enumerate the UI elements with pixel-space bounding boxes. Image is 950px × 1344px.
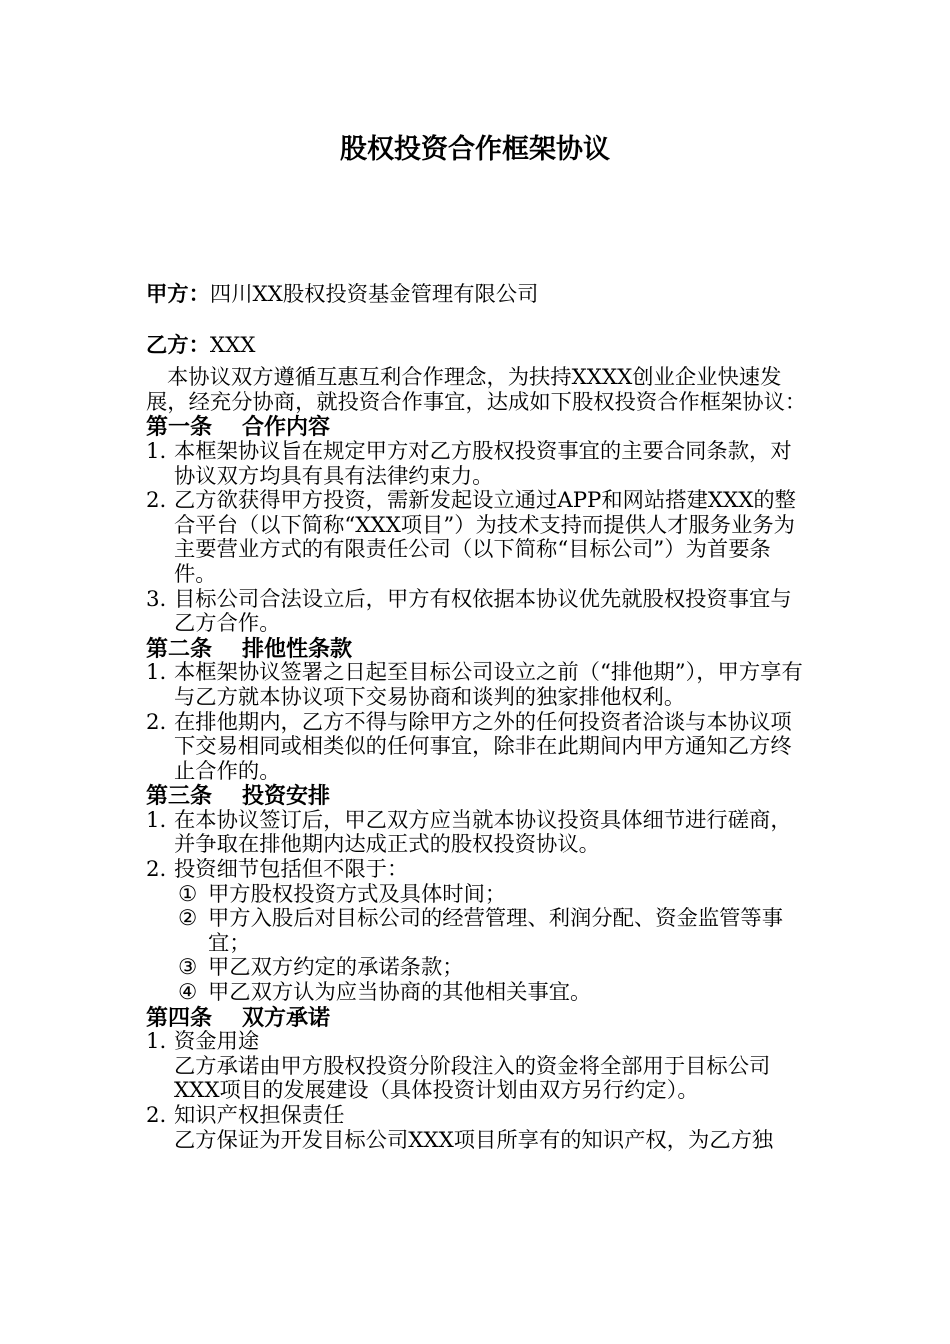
list-item <box>146 1104 810 1153</box>
article-3-heading <box>146 784 810 809</box>
sub-item <box>178 981 810 1006</box>
item-text: 资金用途 <box>174 1029 260 1055</box>
article-title: 投资安排 <box>242 783 331 810</box>
item-number: 2. <box>146 709 167 735</box>
list-item <box>146 809 810 858</box>
item-text: 本框架协议旨在规定甲方对乙方股权投资事宜的主要合同条款，对协议双方均具有具有法律约束力。 <box>174 438 792 489</box>
item-text: 本框架协议签署之日起至目标公司设立之前（“排他期”），甲方享有与乙方就本协议项下交易协商和谈判的独家排他权利。 <box>174 660 803 710</box>
list-item <box>146 711 810 785</box>
article-number: 第一条 <box>146 414 213 441</box>
party-a-value: 四川XX股权投资基金管理有限公司 <box>209 282 539 307</box>
document-body <box>146 283 810 1153</box>
item-detail: 乙方承诺由甲方股权投资分阶段注入的资金将全部用于目标公司XXX项目的发展建设（具体投资计划由双方另行约定）。 <box>174 1053 771 1104</box>
article-4-items <box>146 1030 810 1153</box>
circled-number: ③ <box>178 955 198 981</box>
item-text: 目标公司合法设立后，甲方有权依据本协议优先就股权投资事宜与乙方合作。 <box>174 586 792 637</box>
list-item <box>146 489 810 587</box>
sub-item-text: 甲乙双方约定的承诺条款； <box>208 955 464 981</box>
list-item <box>146 1030 810 1104</box>
circled-number: ② <box>178 906 198 932</box>
article-number: 第三条 <box>146 783 213 810</box>
item-number: 1. <box>146 1029 167 1055</box>
article-number: 第四条 <box>146 1004 213 1031</box>
sub-item-text: 甲乙双方认为应当协商的其他相关事宜。 <box>208 980 592 1006</box>
party-a-label: 甲方： <box>146 282 210 307</box>
item-text: 乙方欲获得甲方投资，需新发起设立通过APP和网站搭建XXX的整合平台（以下简称“XXX项目”）为技术支持而提供人才服务业务为主要营业方式的有限责任公司（以下简称“目标公司”）为首要条件。 <box>174 488 796 587</box>
intro-paragraph: 本协议双方遵循互惠互利合作理念，为扶持XXXX创业企业快速发展，经充分协商，就投资合作事宜，达成如下股权投资合作框架协议： <box>146 365 807 415</box>
list-item <box>146 858 810 1006</box>
article-2-heading <box>146 637 810 662</box>
item-number: 1. <box>146 807 167 833</box>
item-number: 3. <box>146 586 167 612</box>
item-number: 1. <box>146 660 167 686</box>
sub-items <box>174 883 810 1006</box>
circled-number: ① <box>178 881 198 907</box>
party-b-label: 乙方： <box>146 332 210 358</box>
item-number: 2. <box>146 488 167 514</box>
article-1-items <box>146 440 810 637</box>
party-a <box>146 283 810 308</box>
item-text: 在本协议签订后，甲乙双方应当就本协议投资具体细节进行磋商，并争取在排他期内达成正式的股权投资协议。 <box>174 807 792 858</box>
item-number: 2. <box>146 857 167 883</box>
sub-item <box>178 907 810 956</box>
list-item <box>146 588 810 637</box>
sub-item <box>178 883 810 908</box>
item-text: 投资细节包括但不限于： <box>174 857 409 883</box>
article-title: 合作内容 <box>242 414 331 441</box>
item-number: 1. <box>146 438 167 464</box>
sub-item-text: 甲方入股后对目标公司的经营管理、利润分配、资金监管等事宜； <box>208 906 784 956</box>
party-b-value: XXX <box>209 332 256 358</box>
article-2-items <box>146 661 810 784</box>
item-text: 知识产权担保责任 <box>174 1103 345 1128</box>
article-1-heading <box>146 415 810 440</box>
party-b <box>146 334 810 359</box>
list-item <box>146 661 810 710</box>
article-title: 排他性条款 <box>242 635 353 662</box>
circled-number: ④ <box>178 980 198 1006</box>
sub-item <box>178 956 810 981</box>
article-3-items <box>146 809 810 1006</box>
document-title: 股权投资合作框架协议 <box>340 134 610 165</box>
article-title: 双方承诺 <box>242 1004 331 1031</box>
item-number: 2. <box>146 1103 167 1128</box>
article-number: 第二条 <box>146 635 213 662</box>
item-text: 在排他期内，乙方不得与除甲方之外的任何投资者洽谈与本协议项下交易相同或相类似的任何事宜，除非在此期间内甲方通知乙方终止合作的。 <box>174 709 792 784</box>
sub-item-text: 甲方股权投资方式及具体时间； <box>208 881 507 907</box>
article-4-heading <box>146 1006 810 1031</box>
list-item <box>146 440 810 489</box>
item-detail: 乙方保证为开发目标公司XXX项目所享有的知识产权，为乙方独 <box>174 1127 774 1153</box>
